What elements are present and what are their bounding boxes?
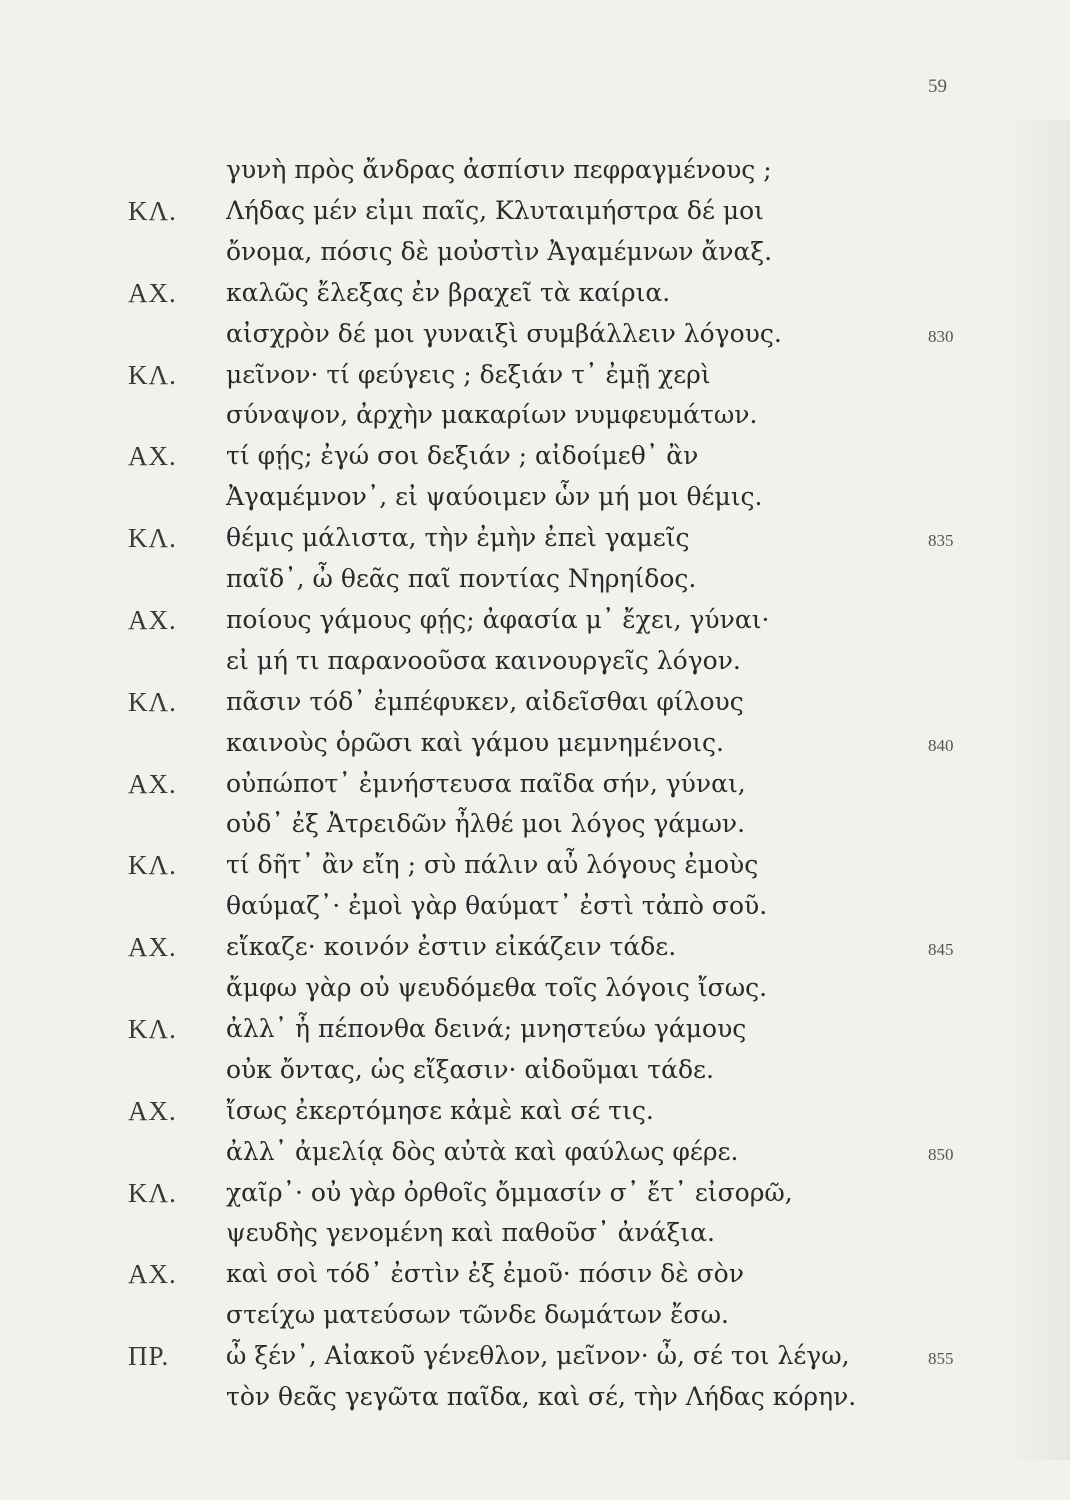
speaker-label: ΚΛ. [128, 523, 177, 553]
verse-line [0, 523, 1070, 563]
speaker-label: ΑΧ. [128, 1096, 177, 1126]
verse-line [0, 319, 1070, 359]
speaker-label: ΚΛ. [128, 1178, 177, 1208]
verse-line [0, 891, 1070, 931]
verse-text: εἴκαζε· κοινόν ἐστιν εἰκάζειν τάδε. [226, 932, 677, 961]
verse-text: οὐδ᾽ ἐξ Ἀτρειδῶν ἦλθέ μοι λόγος γάμων. [226, 809, 746, 838]
line-number: 835 [928, 531, 954, 550]
verse-text: ἴσως ἐκερτόμησε κἀμὲ καὶ σέ τις. [226, 1096, 654, 1125]
speaker-label: ΑΧ. [128, 441, 177, 471]
verse-line [0, 441, 1070, 481]
verse-line [0, 687, 1070, 727]
speaker-label: ΚΛ. [128, 1014, 177, 1044]
verse-line [0, 1300, 1070, 1340]
verse-text: ὦ ξέν᾽, Αἰακοῦ γένεθλον, μεῖνον· ὦ, σέ τοι λέγω, [226, 1341, 850, 1370]
speaker-label: ΑΧ. [128, 278, 177, 308]
speaker-label: ΠΡ. [128, 1341, 170, 1371]
speaker-label: ΚΛ. [128, 850, 177, 880]
verse-text: αἰσχρὸν δέ μοι γυναιξὶ συμβάλλειν λόγους. [226, 319, 782, 348]
verse-text: οὐπώποτ᾽ ἐμνήστευσα παῖδα σήν, γύναι, [226, 769, 746, 798]
verse-line [0, 932, 1070, 972]
verse-line [0, 850, 1070, 890]
line-number: 845 [928, 940, 954, 959]
speaker-label: ΑΧ. [128, 932, 177, 962]
speaker-label: ΑΧ. [128, 1259, 177, 1289]
verse-line [0, 1259, 1070, 1299]
verse-text: Ἀγαμέμνον᾽, εἰ ψαύοιμεν ὧν μή μοι θέμις. [226, 482, 763, 511]
verse-text: σύναψον, ἀρχὴν μακαρίων νυμφευμάτων. [226, 400, 758, 429]
line-number: 830 [928, 327, 954, 346]
speaker-label: ΑΧ. [128, 769, 177, 799]
verse-line [0, 1341, 1070, 1381]
verse-text: μεῖνον· τί φεύγεις ; δεξιάν τ᾽ ἐμῇ χερὶ [226, 360, 711, 389]
verse-line [0, 1218, 1070, 1258]
verse-text: οὐκ ὄντας, ὡς εἴξασιν· αἰδοῦμαι τάδε. [226, 1055, 714, 1084]
verse-line [0, 1137, 1070, 1177]
verse-line [0, 646, 1070, 686]
verse-line [0, 196, 1070, 236]
speaker-label: ΚΛ. [128, 196, 177, 226]
verse-text: ποίους γάμους φῄς; ἀφασία μ᾽ ἔχει, γύναι· [226, 605, 770, 634]
verse-text: ὄνομα, πόσις δὲ μοὐστὶν Ἀγαμέμνων ἄναξ. [226, 237, 773, 266]
line-number: 840 [928, 736, 954, 755]
verse-line [0, 400, 1070, 440]
verse-text: θαύμαζ᾽· ἐμοὶ γὰρ θαύματ᾽ ἐστὶ τἀπὸ σοῦ. [226, 891, 768, 920]
verse-text: καλῶς ἔλεξας ἐν βραχεῖ τὰ καίρια. [226, 278, 671, 307]
verse-text: ψευδὴς γενομένη καὶ παθοῦσ᾽ ἀνάξια. [226, 1218, 715, 1247]
verse-line [0, 155, 1070, 195]
verse-text: τί δῆτ᾽ ἂν εἴη ; σὺ πάλιν αὖ λόγους ἐμοὺς [226, 850, 759, 879]
verse-text: τί φῄς; ἐγώ σοι δεξιάν ; αἰδοίμεθ᾽ ἂν [226, 441, 699, 470]
verse-text: στείχω ματεύσων τῶνδε δωμάτων ἔσω. [226, 1300, 729, 1329]
verse-text: ἄμφω γὰρ οὐ ψευδόμεθα τοῖς λόγοις ἴσως. [226, 973, 768, 1002]
speaker-label: ΚΛ. [128, 687, 177, 717]
verse-text: εἰ μή τι παρανοοῦσα καινουργεῖς λόγον. [226, 646, 741, 675]
verse-text: πᾶσιν τόδ᾽ ἐμπέφυκεν, αἰδεῖσθαι φίλους [226, 687, 744, 716]
verse-line [0, 237, 1070, 277]
verse-line [0, 278, 1070, 318]
verse-text: γυνὴ πρὸς ἄνδρας ἀσπίσιν πεφραγμένους ; [226, 155, 772, 184]
verse-line [0, 769, 1070, 809]
verse-line [0, 605, 1070, 645]
verse-line [0, 1014, 1070, 1054]
speaker-label: ΑΧ. [128, 605, 177, 635]
verse-text: ἀλλ᾽ ἀμελίᾳ δὸς αὐτὰ καὶ φαύλως φέρε. [226, 1137, 739, 1166]
verse-line [0, 1055, 1070, 1095]
verse-line [0, 1382, 1070, 1422]
line-number: 855 [928, 1349, 954, 1368]
verse-text: καινοὺς ὁρῶσι καὶ γάμου μεμνημένοις. [226, 728, 724, 757]
speaker-label: ΚΛ. [128, 360, 177, 390]
verse-text: ἀλλ᾽ ἦ πέπονθα δεινά; μνηστεύω γάμους [226, 1014, 747, 1043]
verse-line [0, 809, 1070, 849]
line-number: 850 [928, 1145, 954, 1164]
verse-text: καὶ σοὶ τόδ᾽ ἐστὶν ἐξ ἐμοῦ· πόσιν δὲ σὸν [226, 1259, 744, 1288]
verse-line [0, 728, 1070, 768]
verse-line [0, 1096, 1070, 1136]
verse-line [0, 564, 1070, 604]
verse-text: παῖδ᾽, ὦ θεᾶς παῖ ποντίας Νηρηίδος. [226, 564, 697, 593]
verse-text: θέμις μάλιστα, τὴν ἐμὴν ἐπεὶ γαμεῖς [226, 523, 690, 552]
verse-line [0, 973, 1070, 1013]
verse-text: τὸν θεᾶς γεγῶτα παῖδα, καὶ σέ, τὴν Λήδας κόρην. [226, 1382, 857, 1411]
page-number: 59 [928, 76, 947, 97]
verse-line [0, 482, 1070, 522]
verse-line [0, 360, 1070, 400]
verse-text: Λήδας μέν εἰμι παῖς, Κλυταιμήστρα δέ μοι [226, 196, 764, 225]
verse-line [0, 1178, 1070, 1218]
verse-text: χαῖρ᾽· οὐ γὰρ ὀρθοῖς ὄμμασίν σ᾽ ἔτ᾽ εἰσορῶ, [226, 1178, 793, 1207]
